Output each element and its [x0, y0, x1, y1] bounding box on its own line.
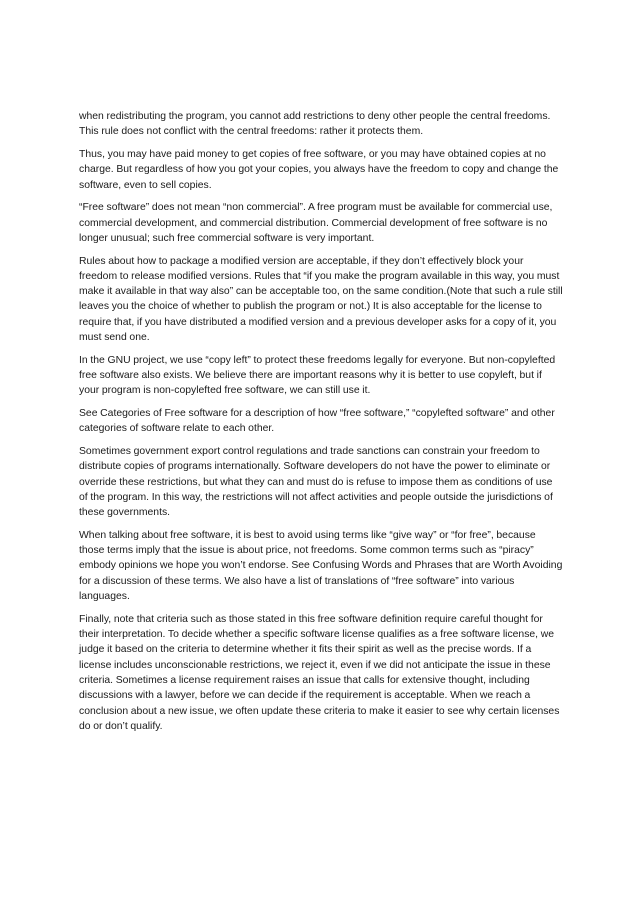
paragraph-9: Finally, note that criteria such as those stated in this free software definition require careful thought for their interpretation. To decide whether a specific software license qualifies as a free software license, we judge it based on the criteria to determine whether it fits their spirit as well as the precise words. If a license includes unconscionable restrictions, we reject it, even if we did not anticipate the issue in these criteria. Sometimes a license requirement raises an issue that calls for extensive thought, including discussions with a lawyer, before we can decide if the requirement is acceptable. When we reach a conclusion about a new issue, we often update these criteria to make it easier to see why certain licenses do or don’t qualify. — [79, 613, 560, 732]
document-body — [79, 109, 563, 742]
paragraph-5: In the GNU project, we use “copy left” to protect these freedoms legally for everyone. But non-copylefted free software also exists. We believe there are important reasons why it is better to use copyleft, but if your program is non-copylefted free software, we can still use it. — [79, 354, 556, 397]
paragraph-7: Sometimes government export control regulations and trade sanctions can constrain your freedom to distribute copies of programs internationally. Software developers do not have the power to eliminate or override these restrictions, but what they can and must do is refuse to impose them as conditions of use of the program. In this way, the restrictions will not affect activities and people outside the jurisdictions of these governments. — [79, 445, 553, 519]
paragraph-3: “Free software” does not mean “non commercial”. A free program must be available for commercial use, commercial development, and commercial distribution. Commercial development of free software is no longer unusual; such free commercial software is very important. — [79, 202, 553, 244]
paragraph-6: See Categories of Free software for a description of how “free software,” “copylefted software” and other categories of software relate to each other. — [79, 408, 555, 435]
paragraph-1: when redistributing the program, you cannot add restrictions to deny other people the central freedoms. This rule does not conflict with the central freedoms: rather it protects them. — [79, 111, 551, 138]
paragraph-2: Thus, you may have paid money to get copies of free software, or you may have obtained copies at no charge. But regardless of how you got your copies, you always have the freedom to copy and change the software, even to sell copies. — [79, 148, 559, 191]
paragraph-8: When talking about free software, it is best to avoid using terms like “give way” or “for free”, because those terms imply that the issue is about price, not freedoms. Some common terms such as “piracy” embody opinions we hope you won’t endorse. See Confusing Words and Phrases that are Worth Avoiding for a discussion of these terms. We also have a list of translations of “free software” into various languages. — [79, 529, 563, 603]
paragraph-4: Rules about how to package a modified version are acceptable, if they don’t effectively block your freedom to release modified versions. Rules that “if you make the program available in this way, you must make it available in that way also” can be acceptable too, on the same condition.(Note that such a rule still leaves you the choice of whether to publish the program or not.) It is also acceptable for the license to require that, if you have distributed a modified version and a previous developer asks for a copy of it, you must send one. — [79, 255, 563, 344]
